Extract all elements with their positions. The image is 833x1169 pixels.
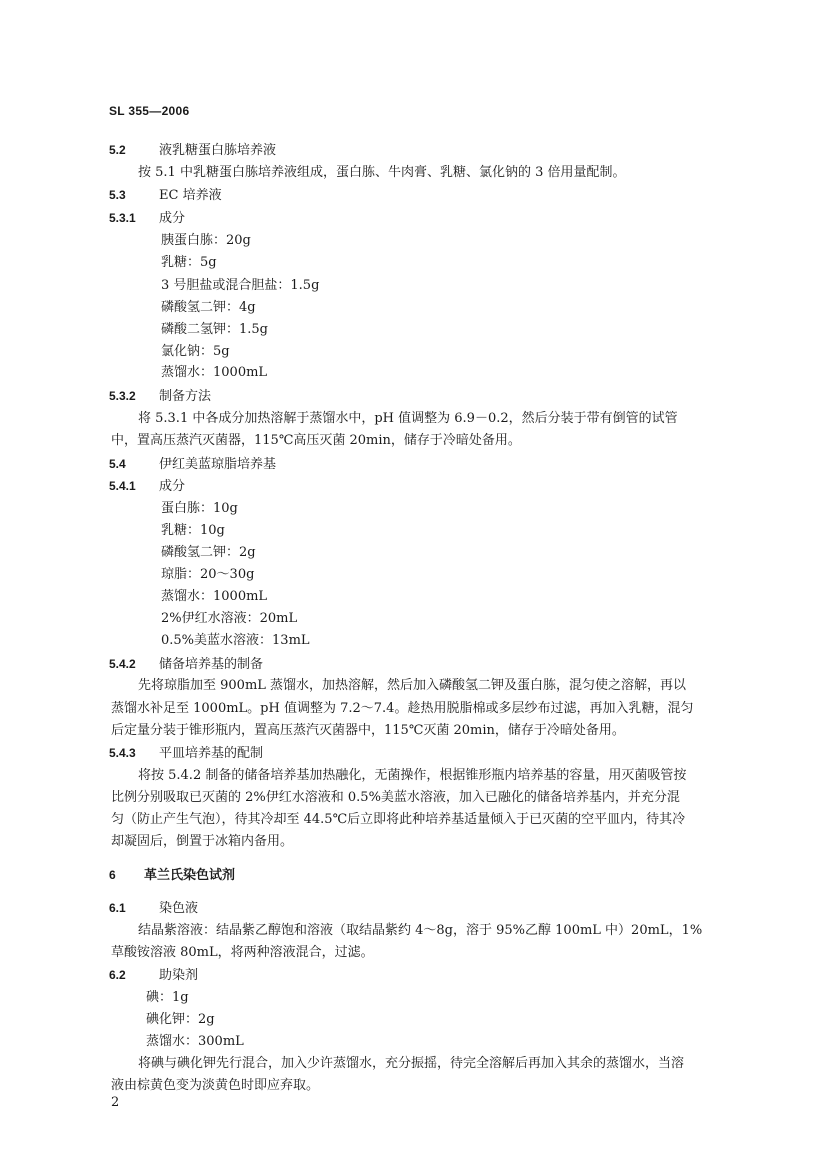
section-5-4-3-heading: 5.4.3 平皿培养基的配制 bbox=[109, 746, 264, 761]
paragraph-line: 先将琼脂加至 900mL 蒸馏水，加热溶解，然后加入磷酸氢二钾及蛋白胨，混匀使之溶解，再以 bbox=[138, 678, 687, 693]
paragraph-line: 却凝固后，倒置于冰箱内备用。 bbox=[111, 834, 294, 849]
list-item: 胰蛋白胨：20g bbox=[161, 233, 251, 248]
section-5-3-2-heading: 5.3.2 制备方法 bbox=[109, 389, 212, 404]
list-item: 磷酸氢二钾：2g bbox=[161, 545, 256, 560]
list-item: 蛋白胨：10g bbox=[161, 501, 238, 516]
section-5-4-heading: 5.4 伊红美蓝琼脂培养基 bbox=[109, 457, 277, 472]
list-item: 磷酸二氢钾：1.5g bbox=[161, 322, 268, 337]
standard-code: SL 355—2006 bbox=[109, 104, 190, 118]
list-item: 乳糖：5g bbox=[161, 255, 217, 270]
list-item: 碘化钾：2g bbox=[146, 1012, 215, 1027]
list-item: 氯化钠：5g bbox=[161, 344, 230, 359]
list-item: 3 号胆盐或混合胆盐：1.5g bbox=[161, 278, 320, 293]
list-item: 蒸馏水：1000mL bbox=[161, 589, 268, 604]
section-5-3-heading: 5.3 EC 培养液 bbox=[109, 188, 222, 203]
section-5-2-text: 按 5.1 中乳糖蛋白胨培养液组成，蛋白胨、牛肉膏、乳糖、氯化钠的 3 倍用量配制。 bbox=[138, 165, 626, 180]
list-item: 磷酸氢二钾：4g bbox=[161, 300, 256, 315]
section-5-4-2-heading: 5.4.2 储备培养基的制备 bbox=[109, 657, 264, 672]
list-item: 碘：1g bbox=[146, 990, 189, 1005]
list-item: 蒸馏水：300mL bbox=[146, 1034, 244, 1049]
section-5-4-1-heading: 5.4.1 成分 bbox=[109, 479, 186, 494]
paragraph-line: 将按 5.4.2 制备的储备培养基加热融化，无菌操作，根据锥形瓶内培养基的容量，用灭菌吸管按 bbox=[138, 768, 687, 783]
paragraph-line: 中，置高压蒸汽灭菌器，115℃高压灭菌 20min，储存于冷暗处备用。 bbox=[111, 433, 521, 448]
paragraph-line: 将碘与碘化钾先行混合，加入少许蒸馏水，充分振摇，待完全溶解后再加入其余的蒸馏水，当溶 bbox=[138, 1056, 685, 1071]
section-5-2-heading: 5.2 液乳糖蛋白胨培养液 bbox=[109, 143, 277, 158]
paragraph-line: 蒸馏水补足至 1000mL。pH 值调整为 7.2～7.4。趁热用脱脂棉或多层纱布过滤，再加入乳糖，混匀 bbox=[111, 701, 694, 716]
list-item: 0.5%美蓝水溶液：13mL bbox=[161, 633, 310, 648]
paragraph-line: 后定量分装于锥形瓶内，置高压蒸汽灭菌器中，115℃灭菌 20min，储存于冷暗处备用。 bbox=[111, 723, 625, 738]
list-item: 蒸馏水：1000mL bbox=[161, 365, 268, 380]
page-number: 2 bbox=[111, 1095, 120, 1110]
section-6-heading: 6 革兰氏染色试剂 bbox=[109, 867, 236, 882]
paragraph-line: 将 5.3.1 中各成分加热溶解于蒸馏水中，pH 值调整为 6.9－0.2，然后分装于带有倒管的试管 bbox=[138, 411, 678, 426]
section-6-1-heading: 6.1 染色液 bbox=[109, 901, 199, 916]
paragraph-line: 草酸铵溶液 80mL，将两种溶液混合，过滤。 bbox=[111, 945, 374, 960]
list-item: 琼脂：20～30g bbox=[161, 567, 255, 582]
paragraph-line: 液由棕黄色变为淡黄色时即应弃取。 bbox=[111, 1078, 320, 1093]
paragraph-line: 匀（防止产生气泡），待其冷却至 44.5℃后立即将此种培养基适量倾入于已灭菌的空平皿内，待其冷 bbox=[111, 812, 686, 827]
section-6-2-heading: 6.2 助染剂 bbox=[109, 968, 199, 983]
paragraph-line: 比例分别吸取已灭菌的 2%伊红水溶液和 0.5%美蓝水溶液，加入已融化的储备培养基内，并充分混 bbox=[111, 790, 680, 805]
paragraph-line: 结晶紫溶液：结晶紫乙醇饱和溶液（取结晶紫约 4～8g，溶于 95%乙醇 100mL 中）20mL，1% bbox=[138, 923, 703, 938]
list-item: 乳糖：10g bbox=[161, 523, 225, 538]
list-item: 2%伊红水溶液：20mL bbox=[161, 611, 298, 626]
section-5-3-1-heading: 5.3.1 成分 bbox=[109, 211, 186, 226]
